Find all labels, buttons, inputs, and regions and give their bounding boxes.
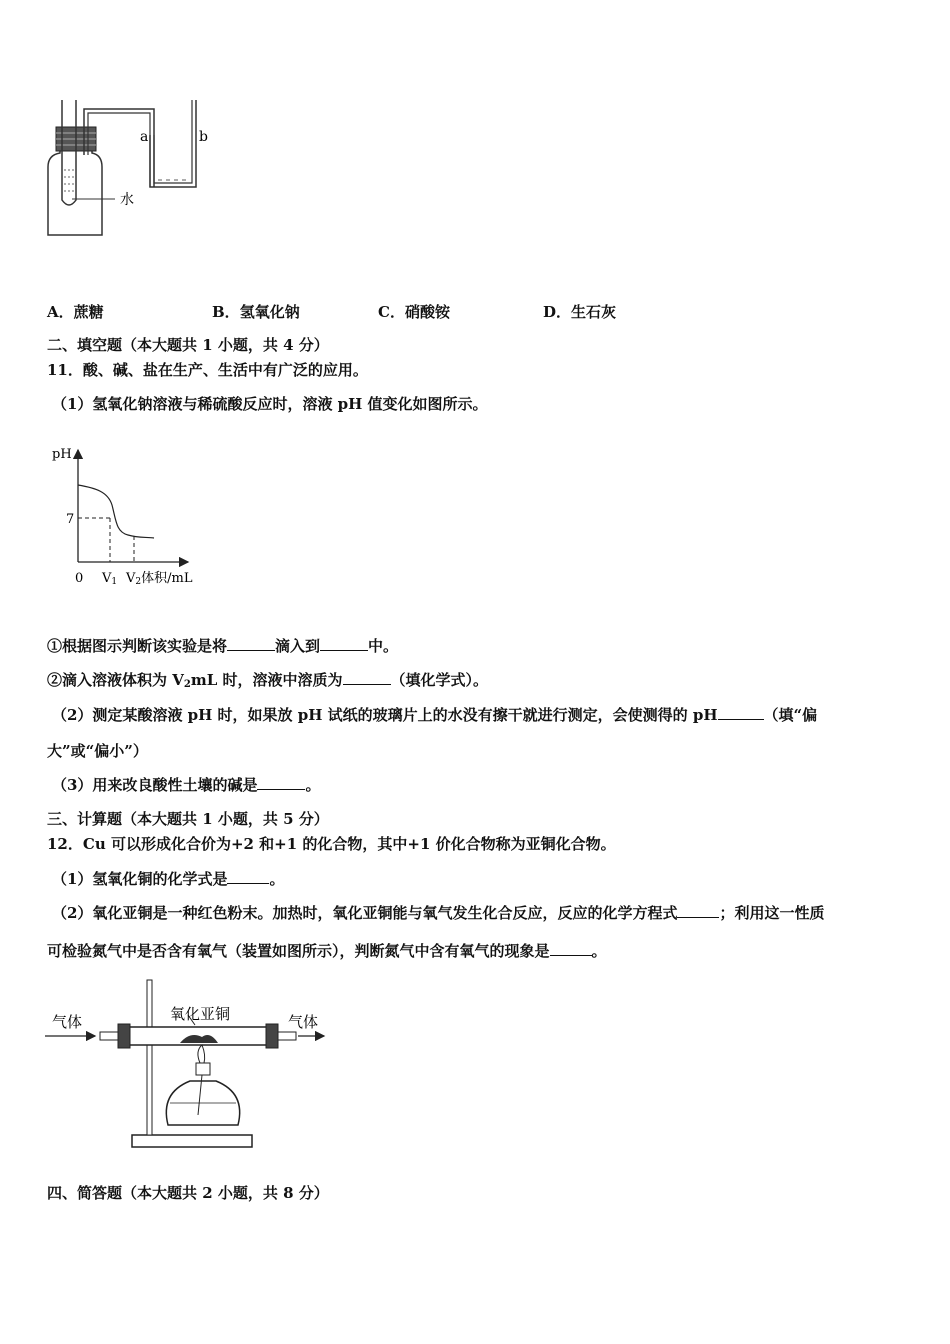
q12-part2-cont: 可检验氮气中是否含有氧气（装置如图所示），判断氮气中含有氧气的现象是 。 [47,942,607,960]
heating-apparatus-figure [40,975,340,1155]
gas-out-label: 气体 [288,1013,319,1031]
q12-stem: 12．Cu 可以形成化合价为+2 和+1 的化合物，其中+1 价化合物称为亚铜化合物。 [47,835,616,853]
option-d: D．生石灰 [543,303,617,321]
label-a: a [140,129,149,145]
gas-in-label: 气体 [52,1013,83,1031]
y-axis-label: pH [52,447,72,462]
q11-sub1: ①根据图示判断该实验是将 滴入到 中。 [47,637,399,655]
substance-label: 氧化亚铜 [170,1005,231,1023]
tick-v2: V2体积/mL [126,571,193,587]
tick-7: 7 [66,512,75,527]
label-b: b [199,129,208,145]
tick-0: 0 [75,571,84,586]
option-a: A．蔗糖 [47,303,104,321]
q11-part2-cont: 大”或“偏小”） [47,742,148,760]
q12-part1: （1）氢氧化铜的化学式是 。 [52,870,285,888]
tick-v1: V1 [102,571,118,587]
q11-stem: 11．酸、碱、盐在生产、生活中有广泛的应用。 [47,361,368,379]
option-b: B．氢氧化钠 [212,303,300,321]
u-tube-apparatus-figure [40,95,230,245]
q11-part3: （3）用来改良酸性土壤的碱是 。 [52,776,321,794]
section-heading-2: 二、填空题（本大题共 1 小题，共 4 分） [47,336,329,354]
q11-part2: （2）测定某酸溶液 pH 时，如果放 pH 试纸的玻璃片上的水没有擦干就进行测定，会使测得的 pH （填“偏 [52,706,818,724]
ph-curve [78,485,154,538]
section-heading-3: 三、计算题（本大题共 1 小题，共 5 分） [47,810,329,828]
option-c: C．硝酸铵 [378,303,450,321]
section-heading-4: 四、简答题（本大题共 2 小题，共 8 分） [47,1184,329,1202]
q11-sub2: ②滴入溶液体积为 $V_2mL$ 时，溶液中溶质为 （填化学式）。 [47,671,489,690]
q12-part2: （2）氧化亚铜是一种红色粉末。加热时，氧化亚铜能与氧气发生化合反应，反应的化学方程式 ；利用这一性质 [52,904,825,922]
ph-chart [46,440,216,590]
label-water: 水 [120,192,134,208]
q11-part1: （1）氢氧化钠溶液与稀硫酸反应时，溶液 pH 值变化如图所示。 [52,395,488,413]
